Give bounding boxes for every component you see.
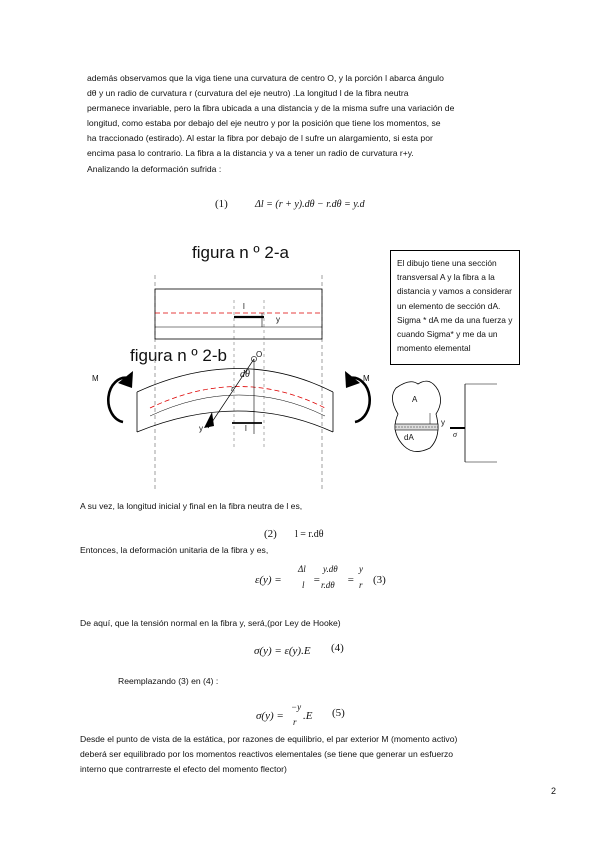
paragraph-longitud: A su vez, la longitud inicial y final en la fibra neutra de l es, bbox=[80, 501, 303, 511]
label-y-section: y bbox=[441, 418, 445, 427]
label-l-top: l bbox=[243, 302, 245, 311]
intro-line-4: longitud, como estaba por debajo del eje neutro y por la posición que tiene los momentos, se bbox=[87, 118, 441, 128]
curved-beam-top bbox=[137, 369, 333, 393]
curved-neutral-axis bbox=[150, 387, 325, 409]
figure-2b-title: figura n º 2-b bbox=[130, 346, 227, 365]
eq5-den: r bbox=[293, 717, 297, 727]
intro-line-1: además observamos que la viga tiene una curvatura de centro O, y la porción l abarca ángulo bbox=[87, 73, 444, 83]
closing-line-1: Desde el punto de vista de la estática, por razones de equilibrio, el par exterior M (momento activo) bbox=[80, 734, 458, 744]
label-dA: dA bbox=[404, 433, 414, 442]
intro-line-6: encima pasa lo contrario. La fibra a la distancia y va a tener un radio de curvatura r+y. bbox=[87, 148, 414, 158]
curved-fiber-line bbox=[150, 395, 325, 416]
page-number: 2 bbox=[551, 786, 557, 796]
eq4-number: (4) bbox=[331, 642, 344, 654]
eq3-f1-num: Δl bbox=[298, 564, 306, 574]
eq5-number: (5) bbox=[332, 707, 345, 719]
note-box: El dibujo tiene una sección transversal A y la fibra a la distancia y vamos a considerar un elemento de sección dA. Sigma * dA me da una fuerza y cuando Sigma* y me da un momento elemental bbox=[390, 250, 520, 365]
curved-beam-bottom bbox=[137, 411, 333, 432]
label-y-curve: y bbox=[199, 424, 203, 433]
eq4-expression: σ(y) = ε(y).E bbox=[254, 645, 311, 657]
intro-line-2: dθ y un radio de curvatura r (curvatura del eje neutro) .La longitud l de la fibra neutra bbox=[87, 88, 409, 98]
label-M-left: M bbox=[92, 374, 99, 383]
straight-beam bbox=[155, 289, 322, 339]
label-y-top: y bbox=[276, 315, 280, 324]
eq2-expression: l = r.dθ bbox=[295, 529, 324, 540]
cross-section-outline bbox=[392, 381, 440, 451]
eq5-lhs: σ(y) = bbox=[256, 710, 284, 722]
intro-line-7: Analizando la deformación sufrida : bbox=[87, 164, 222, 174]
eq1-expression: Δl = (r + y).dθ − r.dθ = y.d bbox=[255, 199, 365, 210]
eq3-f2-den: r.dθ bbox=[321, 580, 335, 590]
eq3-f1-den: l bbox=[302, 580, 305, 590]
eq3-number: (3) bbox=[373, 574, 386, 586]
eq2-number: (2) bbox=[264, 528, 277, 540]
label-M-right: M bbox=[363, 374, 370, 383]
intro-line-5: ha traccionado (estirado). Al estar la fibra por debajo de l sufre un alargamiento, si esta por bbox=[87, 133, 433, 143]
label-l-curve: l bbox=[245, 424, 247, 433]
closing-line-2: deberá ser equilibrado por los momentos reactivos elementales (se tiene que generar un esfuerzo bbox=[80, 749, 454, 759]
intro-line-3: permanece invariable, pero la fibra ubicada a una distancia y de la misma sufre una variación de bbox=[87, 103, 455, 113]
closing-line-3: interno que contrarreste el efecto del momento flector) bbox=[80, 764, 287, 774]
eq5-num-top: −y bbox=[291, 702, 302, 712]
eq1-number: (1) bbox=[215, 198, 228, 210]
eq5-tail: .E bbox=[303, 710, 313, 722]
label-dtheta: dθ bbox=[240, 369, 250, 380]
label-r: r bbox=[231, 384, 235, 393]
label-O: O bbox=[256, 350, 263, 359]
eq3-f3-den: r bbox=[359, 580, 363, 590]
radius-arrowhead bbox=[204, 412, 214, 428]
paragraph-reemplazando: Reemplazando (3) en (4) : bbox=[118, 676, 219, 686]
eq3-f2-num: y.dθ bbox=[323, 564, 338, 574]
label-sigma: σ bbox=[453, 430, 457, 439]
label-A: A bbox=[412, 395, 418, 404]
eq3-f3-num: y bbox=[359, 564, 363, 574]
eq3-lhs: ε(y) = bbox=[255, 574, 282, 586]
figure-2a-title: figura n º 2-a bbox=[192, 243, 289, 262]
paragraph-entonces: Entonces, la deformación unitaria de la fibra y es, bbox=[80, 545, 269, 555]
paragraph-hooke: De aquí, que la tensión normal en la fibra y, será,(por Ley de Hooke) bbox=[80, 618, 341, 628]
